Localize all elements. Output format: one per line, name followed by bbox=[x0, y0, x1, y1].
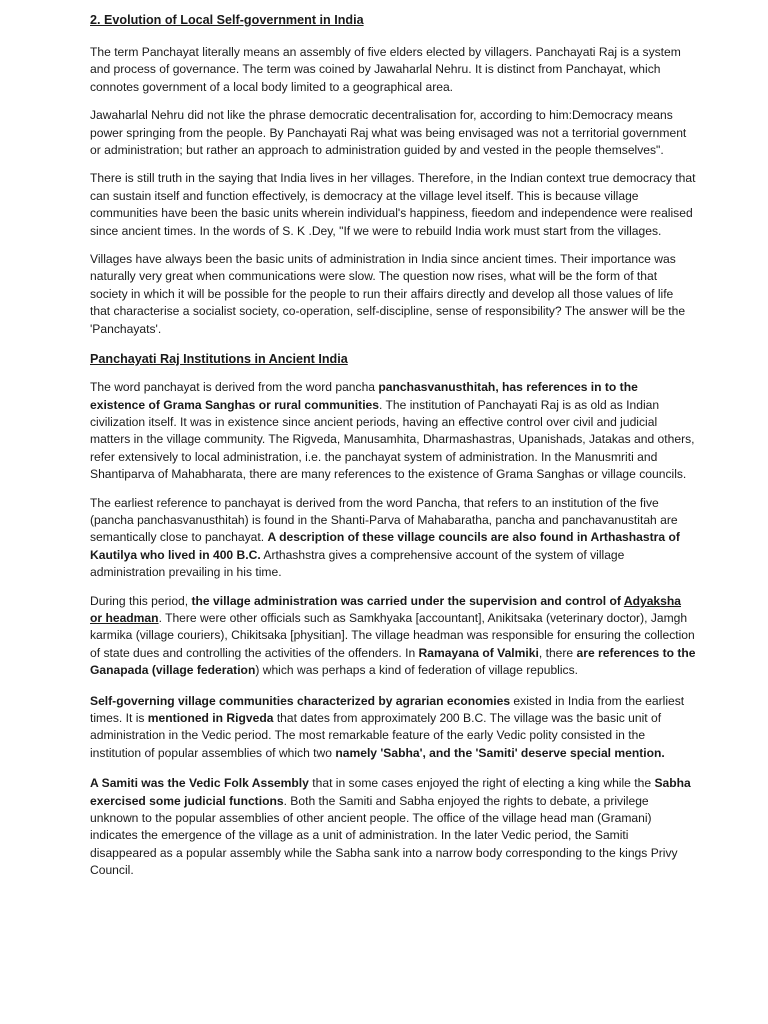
text-run: existed in India from the earliest times. It is bbox=[90, 693, 685, 725]
bold-run: mentioned in Rigveda bbox=[147, 711, 274, 725]
section-heading-ancient-india: Panchayati Raj Institutions in Ancient India bbox=[90, 352, 348, 367]
bold-run: Self-governing village communities characterized by agrarian economies bbox=[90, 693, 511, 708]
paragraph-panchayat-definition: The term Panchayat literally means an assembly of five elders elected by villagers. Panchayati Raj is a system and process of governance. The term was coined by Jawaharlal Nehru. It is distinct from Panchayat, which connotes government of a local body limited to a geographical area. bbox=[90, 45, 681, 94]
paragraph-villages-democracy: There is still truth in the saying that India lives in her villages. Therefore, in the Indian context true democracy that can sustain itself and function effectively, is democracy at the village level itself. This is because village communities have been the basic units wherein individual's happiness, fieedom and independence were realised since ancient times. In the words of S. K .Dey, "If we were to rebuild India work must start from the villages. bbox=[90, 171, 696, 238]
text-run: The word panchayat is derived from the word pancha bbox=[90, 380, 379, 395]
paragraph-panchayat-origin bbox=[90, 379, 696, 483]
paragraph-village-administration bbox=[90, 593, 696, 680]
page-title: 2. Evolution of Local Self-government in India bbox=[90, 13, 364, 27]
text-run: , there bbox=[538, 645, 577, 660]
text-run: that in some cases enjoyed the right of electing a king while the bbox=[308, 776, 655, 791]
bold-run: A description of these village councils are also found in Arthashastra of Kautilya who lived in 400 B.C. bbox=[90, 530, 680, 562]
bold-run: the village administration was carried under the supervision and control of bbox=[191, 593, 624, 608]
paragraph-vedic-communities bbox=[90, 693, 696, 763]
text-run: that dates from approximately 200 B.C. The village was the basic unit of administration in the Vedic period. The most remarkable feature of the early Vedic polity consisted in the institution of popular assemblies of which two bbox=[90, 711, 662, 760]
text-run: ) which was perhaps a kind of federation of village republics. bbox=[255, 663, 579, 678]
text-run: The earliest reference to panchayat is derived from the word Pancha, that refers to an institution of the five (pancha panchasvanusthitah) is found in the Shanti-Parva of Mahabaratha, pancha and panchavanustitah are semantically close to panchayat. bbox=[90, 495, 678, 545]
text-run: . There were other officials such as Samkhyaka [accountant], Anikitsaka (veterinary doctor), Jamgh karmika (village couriers), Chikitsaka [physitian]. The village headman was responsible for ensuring the collection of state dues and controlling the activities of the offenders. In bbox=[90, 610, 695, 660]
bold-run: A Samiti was the Vedic Folk Assembly bbox=[90, 776, 309, 791]
paragraph-earliest-reference bbox=[90, 495, 696, 582]
text-run: . The institution of Panchayati Raj is as old as Indian civilization itself. It was in existence since ancient periods, having an effective control over civil and judicial matters in the village community. The Rigveda, Manusamhita, Dharmashastras, Upanishads, Jatakas and others, refer extensively to local administration, i.e. the panchayat system of administration. In the Manusmriti and Shantiparva of Mahabharata, there are many references to the existence of Grama Sanghas or village councils. bbox=[90, 397, 695, 482]
bold-run: Ramayana of Valmiki bbox=[418, 645, 539, 660]
bold-run: are references to the Ganapada (village federation bbox=[90, 645, 696, 678]
text-run: During this period, bbox=[90, 593, 192, 608]
text-run: Arthashstra gives a comprehensive account of the system of village administration prevailing in his time. bbox=[90, 547, 625, 580]
text-run: . Both the Samiti and Sabha enjoyed the rights to debate, a privilege unknown to the popular assemblies of other ancient people. The office of the village head man (Gramani) indicates the emergence of the village as a unit of administration. In the later Vedic period, the Samiti disappeared as a popular assembly while the Sabha sank into a narrow body corresponding to the kings Privy Council. bbox=[90, 793, 678, 878]
bold-run: Sabha exercised some judicial functions bbox=[90, 776, 691, 808]
bold-run: panchasvanusthitah, has references in to the existence of Grama Sanghas or rural communities bbox=[90, 380, 638, 412]
paragraph-samiti-sabha bbox=[90, 775, 696, 879]
underline-run: Adyaksha or headman bbox=[90, 593, 681, 625]
bold-run: namely 'Sabha', and the 'Samiti' deserve special mention. bbox=[335, 745, 665, 760]
paragraph-nehru-quote: Jawaharlal Nehru did not like the phrase democratic decentralisation for, according to him:Democracy means power springing from the people. By Panchayati Raj what was being envisaged was not a territorial government or administration; but rather an approach to administration guided by and vested in the people themselves". bbox=[90, 108, 687, 158]
paragraph-basic-units: Villages have always been the basic units of administration in India since ancient times. Their importance was naturally very great when communications were slow. The question now rises, what will be the form of that society in which it will be possible for the people to run their affairs directly and develop all those values of life that characterise a socialist society, co-operation, self-discipline, sense of responsibility? The answer will be the 'Panchayats'. bbox=[90, 252, 686, 336]
